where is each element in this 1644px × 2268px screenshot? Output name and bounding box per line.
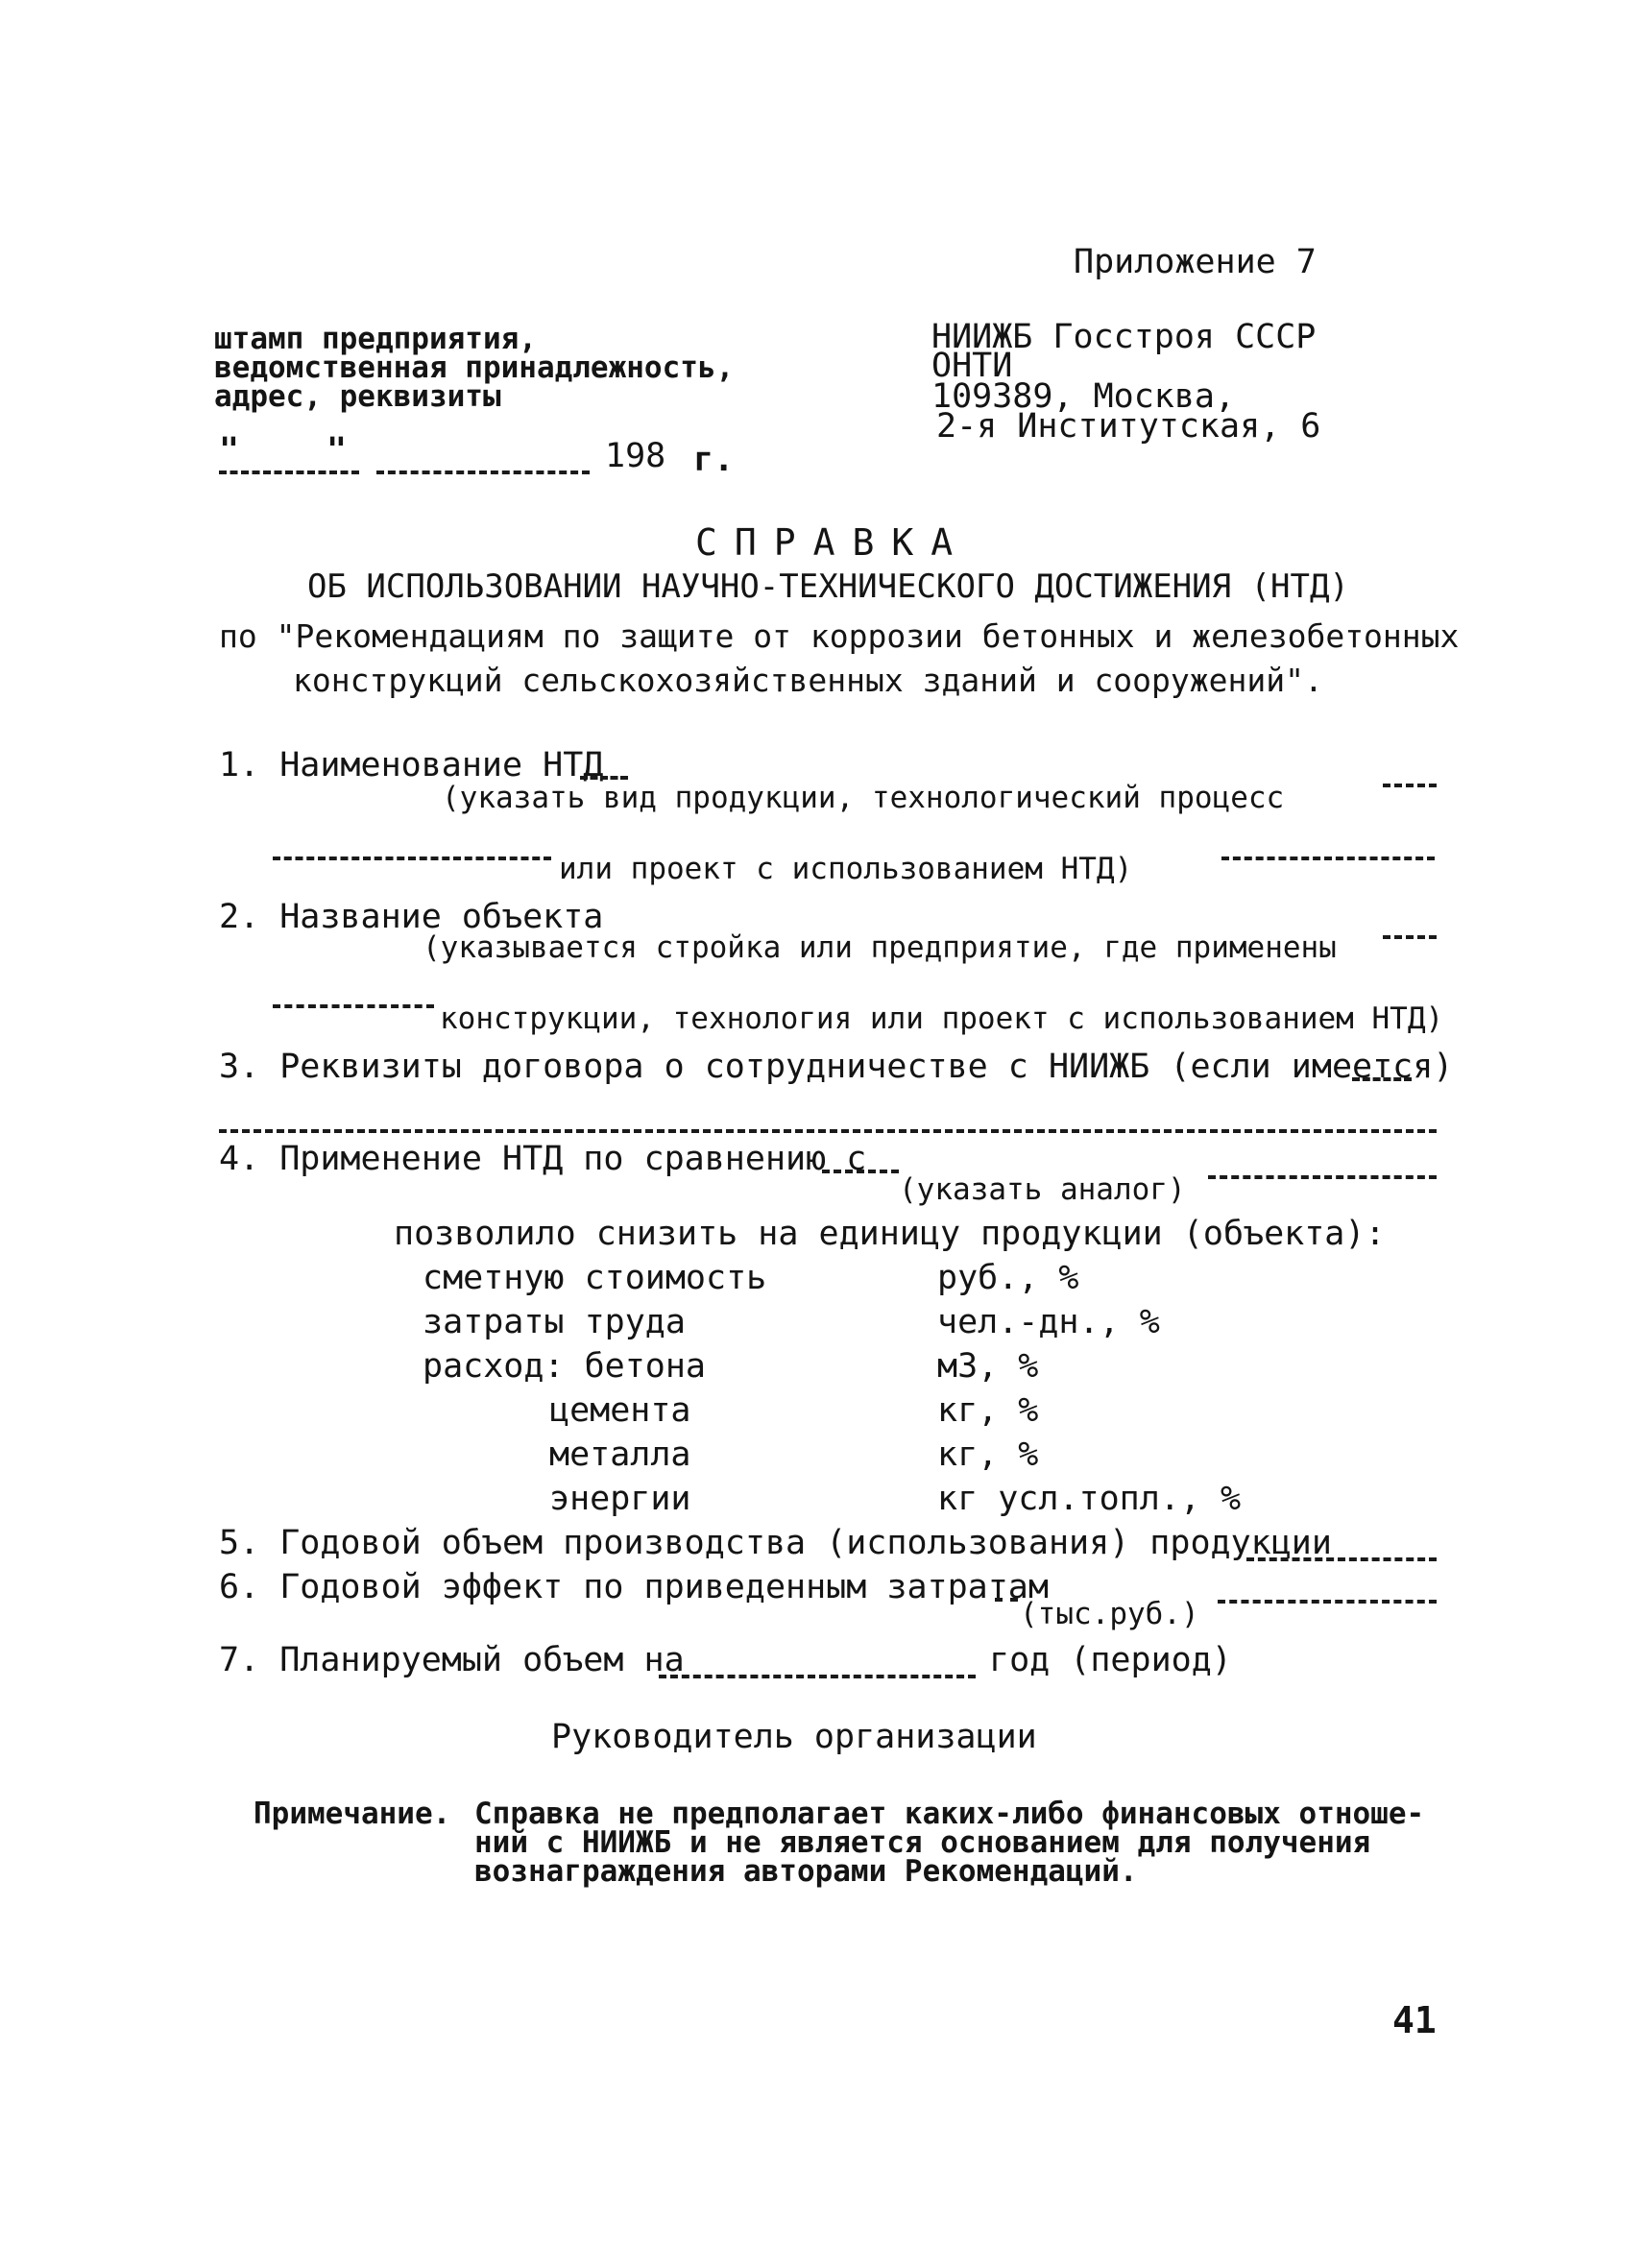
- stamp-line-1: штамп предприятия,: [214, 322, 537, 356]
- item-2-hint-1: (указывается стройка или предприятие, где применены: [423, 930, 1337, 965]
- item-1-hint-1: (указать вид продукции, технологический процесс: [442, 781, 1285, 815]
- item-4-hint: (указать аналог): [899, 1172, 1186, 1207]
- reduction-unit: кг усл.топл., %: [937, 1480, 1242, 1518]
- item-4-blank-b: [1208, 1175, 1437, 1179]
- reduction-name: сметную стоимость: [423, 1259, 767, 1297]
- item-1-blank-a: [580, 776, 628, 780]
- item-1-blank-d: [1221, 857, 1435, 860]
- stamp-line-2: ведомственная принадлежность,: [214, 350, 735, 385]
- reduction-unit: руб., %: [937, 1259, 1079, 1297]
- reduction-name: затраты труда: [423, 1303, 686, 1341]
- recipient-line-4: 2-я Институтская, 6: [936, 407, 1321, 446]
- recipient-line-2: ОНТИ: [931, 347, 1013, 385]
- item-1-hint-2: или проект с использованием НТД): [559, 852, 1133, 886]
- item-2-blank-a: [1383, 935, 1437, 939]
- item-1-blank-b: [1383, 784, 1437, 787]
- signature-label: Руководитель организации: [551, 1718, 1037, 1756]
- subject-line-2: конструкций сельскохозяйственных зданий и сооружений".: [293, 662, 1323, 699]
- reduction-unit: кг, %: [937, 1436, 1039, 1474]
- date-year: 198: [605, 437, 666, 475]
- item-6-label: 6. Годовой эффект по приведенным затратам: [219, 1568, 1049, 1606]
- item-1-blank-c: [273, 857, 551, 860]
- date-year-suffix: г.: [693, 441, 735, 479]
- note-line-2: ний с НИИЖБ и не является основанием для получения: [474, 1825, 1371, 1860]
- item-7-tail: год (период): [989, 1641, 1232, 1679]
- item-2-label: 2. Название объекта: [219, 898, 604, 936]
- reduction-name: цемента: [549, 1391, 691, 1430]
- item-6-hint: (тыс.руб.): [1020, 1597, 1199, 1631]
- item-7-blank: [659, 1675, 976, 1678]
- note-line-1: Справка не предполагает каких-либо финансовых отноше-: [474, 1797, 1425, 1831]
- date-day-blank: [219, 470, 359, 474]
- subject-line-1: по "Рекомендациям по защите от коррозии бетонных и железобетонных: [219, 617, 1460, 655]
- page-number: 41: [1392, 1999, 1437, 2041]
- recipient-line-3: 109389, Москва,: [931, 377, 1236, 416]
- item-2-hint-2: конструкции, технология или проект с использованием НТД): [440, 1001, 1444, 1036]
- item-6-blank-a: [995, 1598, 1018, 1602]
- reduction-unit: чел.-дн., %: [937, 1303, 1160, 1341]
- item-4-label: 4. Применение НТД по сравнению с: [219, 1140, 867, 1178]
- item-7-label: 7. Планируемый объем на: [219, 1641, 685, 1679]
- note-line-3: вознаграждения авторами Рекомендаций.: [474, 1854, 1138, 1889]
- item-5-blank: [1246, 1557, 1437, 1561]
- item-6-blank-b: [1218, 1600, 1437, 1604]
- item-3-label: 3. Реквизиты договора о сотрудничестве с НИИЖБ (если имеется): [219, 1048, 1454, 1086]
- date-quote-open: ": [219, 431, 240, 470]
- document-subtitle: ОБ ИСПОЛЬЗОВАНИИ НАУЧНО-ТЕХНИЧЕСКОГО ДОСТИЖЕНИЯ (НТД): [307, 567, 1349, 606]
- date-month-blank: [376, 470, 590, 474]
- item-2-blank-b: [273, 1004, 434, 1008]
- appendix-label: Приложение 7: [1074, 243, 1317, 281]
- document-title: СПРАВКА: [695, 521, 971, 564]
- date-quote-close: ": [326, 431, 348, 470]
- item-4-allowed: позволило снизить на единицу продукции (объекта):: [394, 1215, 1386, 1253]
- item-4-blank-a: [822, 1170, 899, 1173]
- item-3-blank-a: [1352, 1077, 1412, 1081]
- reduction-name: энергии: [549, 1480, 691, 1518]
- reduction-name: расход: бетона: [423, 1347, 707, 1386]
- reduction-unit: кг, %: [937, 1391, 1039, 1430]
- recipient-line-1: НИИЖБ Госстроя СССР: [931, 318, 1317, 356]
- stamp-line-3: адрес, реквизиты: [214, 379, 501, 414]
- item-5-label: 5. Годовой объем производства (использования) продукции: [219, 1524, 1332, 1562]
- reduction-name: металла: [549, 1436, 691, 1474]
- item-1-label: 1. Наименование НТД: [219, 746, 604, 784]
- item-3-blank-b: [219, 1129, 1437, 1133]
- note-label: Примечание.: [254, 1797, 451, 1831]
- reduction-unit: м3, %: [937, 1347, 1039, 1386]
